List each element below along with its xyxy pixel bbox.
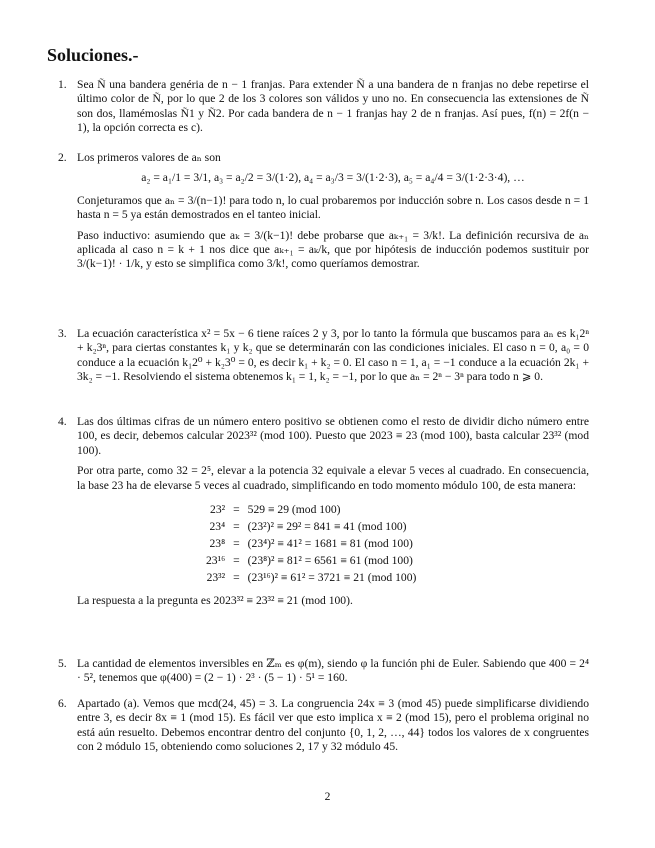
item-paragraph: La respuesta a la pregunta es 2023³² ≡ 23³² ≡ 21 (mod 100). [77,594,353,608]
item-paragraph: Las dos últimas cifras de un número entero positivo se obtienen como el resto de dividir dicho número entre 100, es decir, debemos calcular 2023³² (mod 100). Puesto que 2023 ≡ 23 (mod 100), basta calcular 23³² (mod 100). [77,415,589,457]
item-number: 5. [58,657,67,670]
equals-sign: = [233,571,240,585]
solution-item-1 [77,78,589,142]
page-title: Soluciones.- [47,45,139,65]
item-intro: Los primeros valores de aₙ son [77,151,221,164]
congruence-lhs: 23³² [206,571,226,585]
equals-sign: = [233,537,240,551]
solution-item-5 [77,657,589,692]
congruence-lhs: 23⁸ [209,537,226,551]
congruence-table [202,501,420,586]
congruence-lhs: 23² [210,503,226,517]
display-equation: a₂ = a₁/1 = 3/1, a₃ = a₂/2 = 3/(1·2), a₄ = a₃/3 = 3/(1·2·3), a₅ = a₄/4 = 3/(1·2·3·4), … [141,171,525,185]
item-paragraph: Paso inductivo: asumiendo que aₖ = 3/(k−1)! debe probarse que aₖ₊₁ = 3/k!. La definición recursiva de aₙ aplicada al caso n = k + 1 nos dice que aₖ₊₁ = aₖ/k, que por hipótesis de inducción podemos sustituir por 3/(k−1)! · 1/k, y esto se simplifica como 3/k!, como queríamos demostrar. [77,228,589,271]
item-number: 1. [58,78,67,91]
solution-item-4 [77,415,589,614]
congruence-lhs: 23⁴ [209,520,226,534]
congruence-row [202,569,420,586]
item-text: Sea Ñ una bandera genéria de n − 1 franjas. Para extender Ñ a una bandera de n franjas no debe repetirse el último color de Ñ, por lo que 2 de los 3 colores son válidos y uno no. En consecuencia las extensiones de Ñ son dos, llamémoslas Ñ1 y Ñ2. Por cada bandera de n − 1 franjas hay 2 de n franjas. Así pues, f(n) = 2f(n − 1), la opción correcta es c). [77,78,589,135]
item-number: 2. [58,151,67,164]
item-paragraph: Por otra parte, como 32 = 2⁵, elevar a la potencia 32 equivale a elevar 5 veces al cuadrado. En consecuencia, la base 23 ha de elevarse 5 veces al cuadrado, simplificando en todo momento módulo 100, de esta manera: [77,464,589,492]
equals-sign: = [233,520,240,534]
solution-item-3 [77,327,589,391]
equals-sign: = [233,554,240,568]
congruence-row [202,552,420,569]
item-number: 3. [58,327,67,340]
item-text: La cantidad de elementos inversibles en ℤₘ es φ(m), siendo φ la función phi de Euler. Sabiendo que 400 = 2⁴ · 5², tenemos que φ(400) = (2 − 1) · 2³ · (5 − 1) · 5¹ = 160. [77,657,589,685]
congruence-rhs: (23⁸)² ≡ 81² = 6561 ≡ 61 (mod 100) [247,554,413,568]
page-number: 2 [324,790,331,803]
equals-sign: = [233,503,240,517]
item-text: Apartado (a). Vemos que mcd(24, 45) = 3. La congruencia 24x ≡ 3 (mod 45) puede simplificarse dividiendo entre 3, es decir 8x ≡ 1 (mod 15). Es fácil ver que esto implica x ≡ 2 (mod 15), pero el problema original no está aún resuelto. Debemos encontrar dentro del conjunto {0, 1, 2, …, 44} todos los valores de x congruentes con 2 módulo 15, obteniendo como soluciones 2, 17 y 32 módulo 45. [77,697,589,754]
congruence-row [202,518,420,535]
congruence-rhs: (23²)² ≡ 29² = 841 ≡ 41 (mod 100) [247,520,407,534]
congruence-row [202,535,420,552]
congruence-row [202,501,420,518]
congruence-rhs: (23⁴)² ≡ 41² = 1681 ≡ 81 (mod 100) [247,537,413,551]
congruence-lhs: 23¹⁶ [206,554,226,568]
congruence-rhs: 529 ≡ 29 (mod 100) [247,503,341,517]
item-number: 6. [58,697,67,710]
solution-item-2 [77,151,589,278]
congruence-rhs: (23¹⁶)² ≡ 61² = 3721 ≡ 21 (mod 100) [247,571,417,585]
item-number: 4. [58,415,67,428]
solution-item-6 [77,697,589,761]
item-text: La ecuación característica x² = 5x − 6 tiene raíces 2 y 3, por lo tanto la fórmula que buscamos para aₙ es k₁2ⁿ + k₂3ⁿ, para ciertas constantes k₁ y k₂ que se determinarán con las condiciones iniciales. El caso n = 0, a₀ = 0 conduce a la ecuación k₁2⁰ + k₂3⁰ = 0, es decir k₁ + k₂ = 0. El caso n = 1, a₁ = −1 conduce a la ecuación 2k₁ + 3k₂ = −1. Resolviendo el sistema obtenemos k₁ = 1, k₂ = −1, por lo que aₙ = 2ⁿ − 3ⁿ para todo n ⩾ 0. [77,327,589,384]
item-paragraph: Conjeturamos que aₙ = 3/(n−1)! para todo n, lo cual probaremos por inducción sobre n. Los casos desde n = 1 hasta n = 5 ya están demostrados en el tanteo inicial. [77,193,589,222]
